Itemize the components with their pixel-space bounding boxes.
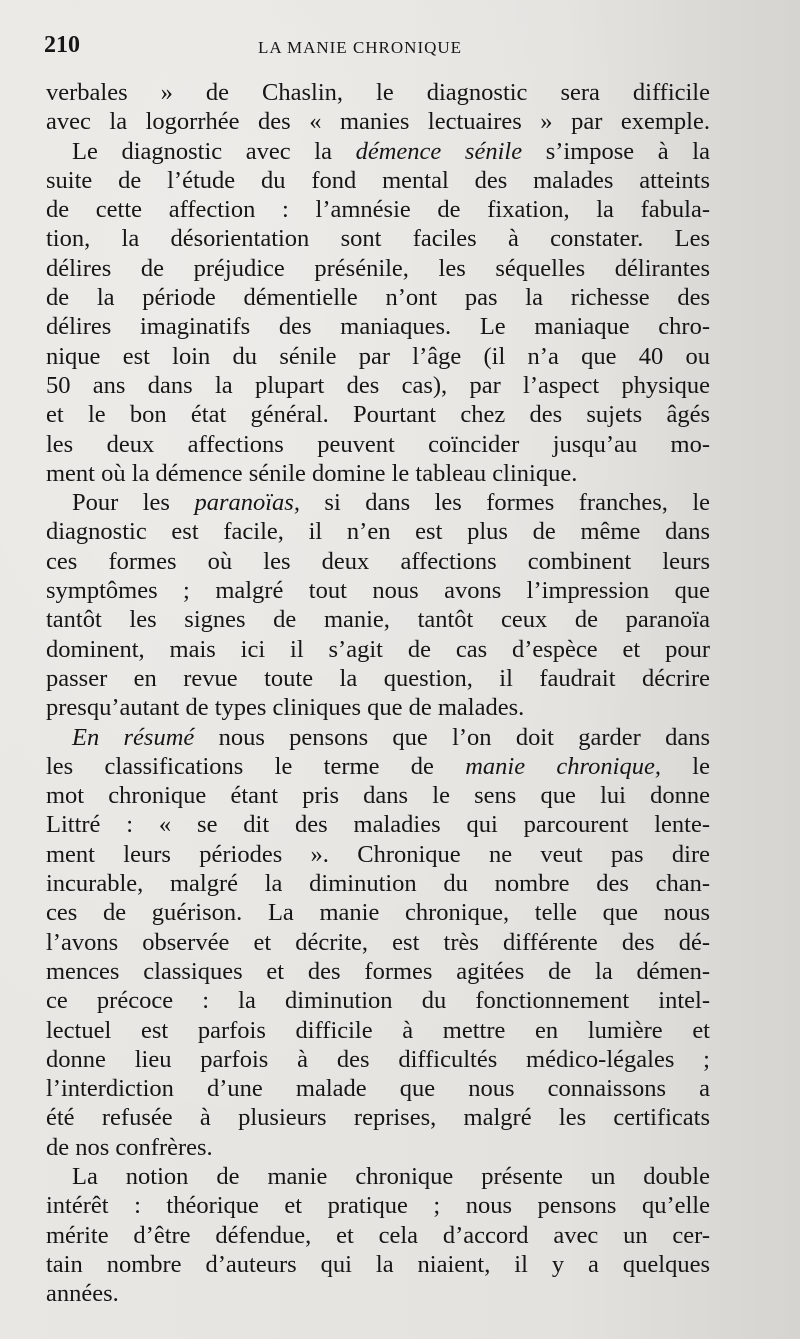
text-line: incurable, malgré la diminution du nombre des chan-	[46, 870, 710, 898]
text-line: de nos confrères.	[46, 1133, 213, 1161]
text-line	[46, 488, 710, 517]
text-line: dominent, mais ici il s’agit de cas d’espèce et pour	[46, 635, 710, 663]
text-line: les deux affections peuvent coïncider jusqu’au mo-	[46, 430, 710, 458]
page-number: 210	[44, 32, 80, 58]
italic-term: paranoïas,	[194, 489, 300, 517]
text-line: intérêt : théorique et pratique ; nous pensons qu’elle	[46, 1192, 710, 1220]
text-line: mences classiques et des formes agitées de la démen-	[46, 957, 710, 985]
text-line: de la période démentielle n’ont pas la richesse des	[46, 284, 710, 312]
running-head: LA MANIE CHRONIQUE	[258, 38, 463, 57]
text-segment: Le diagnostic avec la	[72, 137, 356, 165]
text-line: été refusée à plusieurs reprises, malgré les certificats	[46, 1104, 710, 1132]
italic-term: manie chronique,	[465, 752, 661, 780]
text-line: délires de préjudice présénile, les séquelles délirantes	[46, 254, 710, 282]
text-line: ces de guérison. La manie chronique, telle que nous	[46, 899, 710, 927]
text-segment: les classifications le terme de	[46, 752, 466, 780]
body-text	[46, 78, 710, 1308]
text-line: verbales » de Chaslin, le diagnostic sera difficile	[46, 79, 710, 106]
text-line: nique est loin du sénile par l’âge (il n’a que 40 ou	[46, 342, 710, 370]
text-line: l’interdiction d’une malade que nous connaissons a	[46, 1075, 710, 1103]
text-line: symptômes ; malgré tout nous avons l’impression que	[46, 577, 710, 605]
text-line: La notion de manie chronique présente un double	[72, 1162, 710, 1190]
text-line: avec la logorrhée des « manies lectuaires » par exemple.	[46, 108, 710, 136]
text-line: suite de l’étude du fond mental des malades atteints	[46, 166, 710, 194]
text-line: tion, la désorientation sont faciles à constater. Les	[46, 225, 710, 253]
page-header	[44, 32, 714, 62]
text-line: délires imaginatifs des maniaques. Le maniaque chro-	[46, 313, 710, 341]
text-line: ment leurs périodes ». Chronique ne veut pas dire	[46, 840, 710, 868]
text-segment: nous pensons que l’on doit garder dans	[194, 723, 711, 751]
text-segment: si dans les formes franches, le	[299, 489, 711, 517]
text-line: ment où la démence sénile domine le tableau clinique.	[46, 459, 578, 487]
text-line: passer en revue toute la question, il faudrait décrire	[46, 664, 710, 692]
text-line: mot chronique étant pris dans le sens que lui donne	[46, 782, 710, 810]
text-line: diagnostic est facile, il n’en est plus de même dans	[46, 518, 710, 546]
text-line: Littré : « se dit des maladies qui parcourent lente-	[46, 811, 710, 839]
text-line: donne lieu parfois à des difficultés médico-légales ;	[46, 1045, 710, 1073]
text-segment: Pour les	[72, 489, 195, 517]
text-line	[46, 752, 710, 781]
text-line: presqu’autant de types cliniques que de malades.	[46, 694, 525, 722]
text-segment: le	[660, 752, 710, 780]
text-line: mérite d’être défendue, et cela d’accord avec un cer-	[46, 1221, 710, 1249]
text-line: 50 ans dans la plupart des cas), par l’aspect physique	[46, 371, 710, 399]
text-line: tantôt les signes de manie, tantôt ceux de paranoïa	[46, 606, 710, 634]
italic-term: démence sénile	[355, 137, 523, 165]
text-line: tain nombre d’auteurs qui la niaient, il y a quelques	[46, 1250, 710, 1278]
text-line: lectuel est parfois difficile à mettre en lumière et	[46, 1016, 710, 1044]
text-line: ces formes où les deux affections combinent leurs	[46, 547, 710, 575]
text-line: l’avons observée et décrite, est très différente des dé-	[46, 928, 710, 956]
text-line: années.	[46, 1280, 119, 1308]
text-segment: s’impose à la	[522, 137, 710, 165]
text-line: de cette affection : l’amnésie de fixation, la fabula-	[46, 196, 710, 224]
italic-term: En résumé	[72, 723, 195, 751]
text-line: ce précoce : la diminution du fonctionnement intel-	[46, 987, 710, 1015]
text-line	[46, 723, 710, 752]
text-line: et le bon état général. Pourtant chez des sujets âgés	[46, 401, 710, 429]
text-line	[46, 137, 710, 166]
